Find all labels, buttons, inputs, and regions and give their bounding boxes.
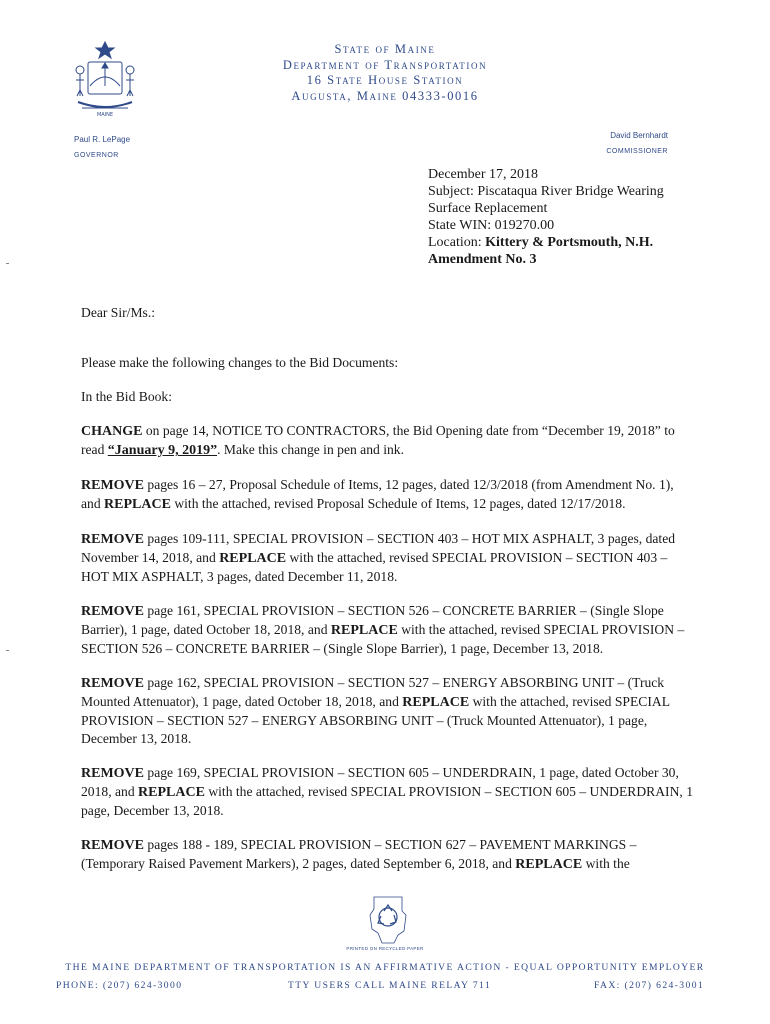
- margin-mark: [6, 263, 9, 264]
- reference-block: [428, 166, 664, 268]
- footer-phone: PHONE: (207) 624-3000: [56, 980, 183, 991]
- recycle-caption: PRINTED ON RECYCLED PAPER: [346, 946, 424, 951]
- keyword-replace: REPLACE: [515, 857, 583, 872]
- commissioner-block: [606, 128, 668, 160]
- governor-title: GOVERNOR: [74, 152, 119, 159]
- state-win: State WIN: 019270.00: [428, 218, 555, 233]
- letterhead-station: 16 State House Station: [306, 73, 464, 87]
- paragraph-text: with the attached, revised SPECIAL PROVISION – SECTION 527 – ENERGY ABSORBING UNIT – (Truck Mounted Attenuator), 1 page, December 13, 2018.: [81, 694, 670, 746]
- commissioner-title: COMMISSIONER: [606, 148, 668, 155]
- salutation: Dear Sir/Ms.:: [81, 305, 156, 320]
- governor-name: Paul R. LePage: [74, 135, 131, 144]
- letter-body: [81, 304, 693, 890]
- governor-block: [74, 132, 130, 164]
- paragraph-change-bid-date: [81, 422, 693, 460]
- location-value: Kittery & Portsmouth, N.H.: [485, 235, 654, 250]
- paragraph-text: with the attached, revised SPECIAL PROVISION – SECTION 605 – UNDERDRAIN, 1 page, December 13, 2018.: [81, 784, 693, 818]
- paragraph-text: . Make this change in pen and ink.: [217, 442, 404, 457]
- location: [428, 234, 664, 251]
- location-label: Location:: [428, 235, 486, 250]
- intro: Please make the following changes to the Bid Documents:: [81, 355, 399, 370]
- paragraph-text: with the attached, revised Proposal Schedule of Items, 12 pages, dated 12/17/2018.: [170, 496, 626, 511]
- keyword-remove: REMOVE: [81, 676, 144, 691]
- paragraph-section-526: [81, 602, 693, 658]
- recycle-icon: [366, 893, 410, 945]
- keyword-change: CHANGE: [81, 424, 143, 439]
- keyword-replace: REPLACE: [330, 623, 398, 638]
- new-bid-date: “January 9, 2019”: [107, 443, 218, 458]
- letterhead-department: Department of Transportation: [282, 57, 488, 72]
- keyword-remove: REMOVE: [81, 766, 144, 781]
- letter-date: December 17, 2018: [428, 167, 539, 182]
- letterhead-state: State of Maine: [334, 42, 436, 56]
- paragraph-text: on page 14, NOTICE TO CONTRACTORS, the Bid Opening date from “December 19, 2018” to read: [81, 423, 675, 457]
- commissioner-name: David Bernhardt: [610, 131, 668, 140]
- paragraph-text: pages 188 - 189, SPECIAL PROVISION – SECTION 627 – PAVEMENT MARKINGS – (Temporary Raised Pavement Markers), 2 pages, dated September 6, 2018, and: [81, 837, 637, 871]
- paragraph-text: page 169, SPECIAL PROVISION – SECTION 605 – UNDERDRAIN, 1 page, dated October 30, 2018, and: [81, 765, 679, 799]
- keyword-remove: REMOVE: [81, 478, 144, 493]
- paragraph-schedule-of-items: [81, 476, 693, 514]
- paragraph-text: page 162, SPECIAL PROVISION – SECTION 527 – ENERGY ABSORBING UNIT – (Truck Mounted Attenuator), 1 page, dated October 18, 2018, and: [81, 675, 665, 709]
- paragraph-section-527: [81, 674, 693, 748]
- section-heading: In the Bid Book:: [81, 389, 173, 404]
- paragraph-text: pages 16 – 27, Proposal Schedule of Items, 12 pages, dated 12/3/2018 (from Amendment No. 1), and: [81, 477, 674, 511]
- keyword-replace: REPLACE: [402, 695, 470, 710]
- keyword-replace: REPLACE: [104, 497, 171, 512]
- paragraph-text: with the: [582, 856, 630, 871]
- svg-text:MAINE: MAINE: [96, 112, 114, 118]
- paragraph-section-627: [81, 836, 693, 874]
- paragraph-text: with the attached, revised SPECIAL PROVISION – SECTION 526 – CONCRETE BARRIER – (Single Slope Barrier), 1 page, December 13, 2018.: [81, 622, 685, 656]
- keyword-remove: REMOVE: [81, 604, 144, 619]
- subject-line-2: Surface Replacement: [428, 201, 548, 216]
- paragraph-text: page 161, SPECIAL PROVISION – SECTION 526 – CONCRETE BARRIER – (Single Slope Barrier), 1 page, dated October 18, 2018, and: [81, 603, 664, 637]
- footer-tty: TTY USERS CALL MAINE RELAY 711: [288, 980, 492, 991]
- letterhead-city: Augusta, Maine 04333-0016: [291, 88, 479, 103]
- paragraph-section-403: [81, 530, 693, 586]
- amendment-number: [428, 251, 664, 268]
- subject-line-1: Subject: Piscataqua River Bridge Wearing: [428, 184, 664, 199]
- paragraph-text: with the attached, revised SPECIAL PROVISION – SECTION 403 – HOT MIX ASPHALT, 3 pages, dated December 11, 2018.: [81, 550, 668, 584]
- keyword-remove: REMOVE: [81, 838, 144, 853]
- amendment-label: Amendment No. 3: [428, 252, 537, 267]
- margin-mark: [6, 650, 9, 651]
- paragraph-section-605: [81, 764, 693, 820]
- keyword-remove: REMOVE: [81, 532, 144, 547]
- letterhead: [0, 42, 770, 104]
- footer-eeo-statement: THE MAINE DEPARTMENT OF TRANSPORTATION IS AN AFFIRMATIVE ACTION - EQUAL OPPORTUNITY EMPLOYER: [65, 962, 705, 973]
- keyword-replace: REPLACE: [138, 785, 205, 800]
- footer-fax: FAX: (207) 624-3001: [594, 980, 705, 991]
- keyword-replace: REPLACE: [219, 551, 287, 566]
- paragraph-text: pages 109-111, SPECIAL PROVISION – SECTION 403 – HOT MIX ASPHALT, 3 pages, dated November 14, 2018, and: [81, 531, 676, 565]
